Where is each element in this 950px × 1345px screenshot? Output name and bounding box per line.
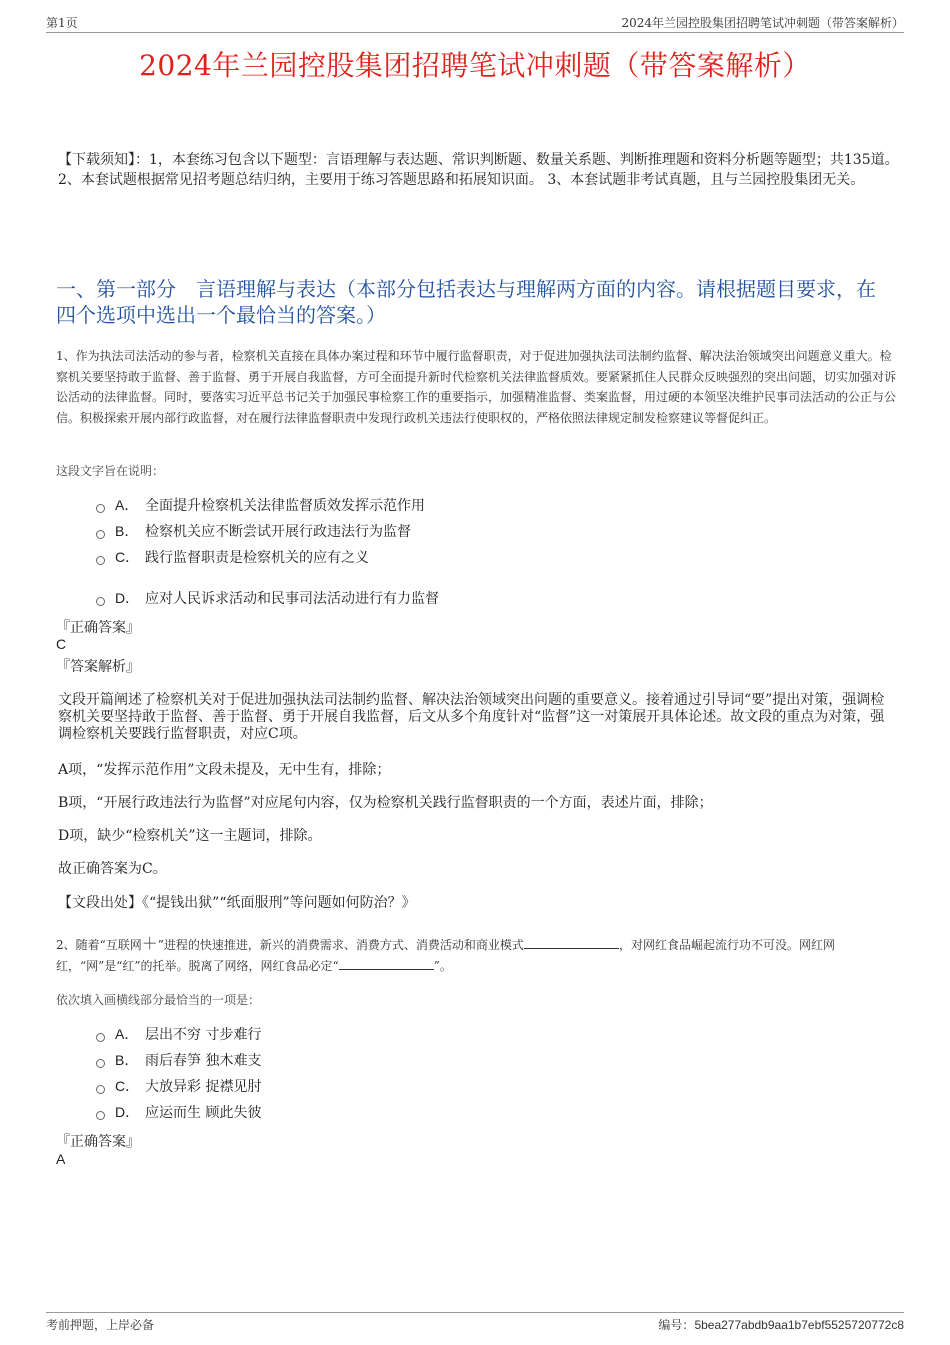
q2-answer: A [56,1151,66,1167]
radio-icon[interactable] [96,597,105,606]
option-text: 践行监督职责是检察机关的应有之义 [145,550,369,566]
page-title: 2024年兰园控股集团招聘笔试冲刺题（带答案解析） [139,49,811,82]
radio-icon[interactable] [96,1085,105,1094]
q2-option-c[interactable] [96,1075,261,1097]
option-text: 应对人民诉求活动和民事司法活动进行有力监督 [145,591,439,607]
option-text: 检察机关应不断尝试开展行政违法行为监督 [145,524,411,540]
option-letter: B． [115,523,139,539]
option-letter: C． [115,549,140,565]
q1-analysis-d: D项，缺少“检察机关”这一主题词，排除。 [58,828,322,844]
footer-code-value: 5bea277abdb9aa1b7ebf5525720772c8 [694,1318,904,1332]
q1-analysis-paragraph: 文段开篇阐述了检察机关对于促进加强执法司法制约监督、解决法治领域突出问题的重要意义。接着通过引导词“要”提出对策，强调检察机关要坚持敢于监督、善于监督、勇于开展自我监督，后文从多个角度针对“监督”这一对策展开具体论述。故文段的重点为对策，强调检察机关要践行监督职责，对应C项。 [58,692,885,742]
option-letter: D． [115,590,140,606]
download-notice: 【下载须知】：1，本套练习包含以下题型：言语理解与表达题、常识判断题、数量关系题、判断推理题和资料分析题等题型；共135道。 2、本套试题根据常见招考题总结归纳，主要用于练习答题思路和拓展知识面。 3、本套试题非考试真题，且与兰园控股集团无关。 [58,152,899,188]
q1-analysis-b: B项，“开展行政违法行为监督”对应尾句内容，仅为检察机关践行监督职责的一个方面，表述片面，排除； [58,795,713,811]
q1-source: 【文段出处】《“提钱出狱”“纸面服刑”等问题如何防治？》 [58,895,416,911]
radio-icon[interactable] [96,504,105,513]
q1-option-c[interactable] [96,546,369,568]
option-text: 雨后春笋 独木难支 [145,1053,262,1069]
page-footer [46,1312,904,1335]
option-letter: B． [115,1052,139,1068]
q1-analysis-label: 『答案解析』 [56,659,140,675]
q2-text-part3: ，对网红食品崛起流行功不可没。网红网红，“网”是“红”的托举。脱离了网络，网红食品必定“ [56,938,835,973]
footer-code-label: 编号： [658,1318,695,1332]
radio-icon[interactable] [96,556,105,565]
question-2-text [56,934,898,976]
option-letter: A． [115,1026,139,1042]
q1-answer-label: 『正确答案』 [56,620,140,636]
option-text: 大放异彩 捉襟见肘 [145,1079,262,1095]
q2-option-d[interactable] [96,1101,261,1123]
q2-option-b[interactable] [96,1049,261,1071]
option-text: 应运而生 顾此失彼 [145,1105,262,1121]
option-letter: C． [115,1078,140,1094]
q1-option-d[interactable] [96,587,439,609]
fill-blank-1 [524,936,619,949]
plus-sign: ＋ [141,934,158,953]
section-heading: 一、第一部分 言语理解与表达（本部分包括表达与理解两方面的内容。请根据题目要求，在四个选项中选出一个最恰当的答案。） [56,277,876,327]
page-number: 第1页 [46,16,78,30]
footer-code [658,1316,904,1333]
question-1-prompt: 这段文字旨在说明： [56,464,165,478]
q1-answer: C [56,636,67,652]
radio-icon[interactable] [96,1033,105,1042]
option-text: 层出不穷 寸步难行 [145,1027,262,1043]
footer-slogan: 考前押题，上岸必备 [46,1318,155,1332]
radio-icon[interactable] [96,530,105,539]
q2-option-a[interactable] [96,1023,261,1045]
option-letter: D． [115,1104,140,1120]
q2-answer-label: 『正确答案』 [56,1134,140,1150]
option-text: 全面提升检察机关法律监督质效发挥示范作用 [145,498,425,514]
option-letter: A． [115,497,139,513]
question-1-text: 1、作为执法司法活动的参与者，检察机关直接在具体办案过程和环节中履行监督职责，对于促进加强执法司法制约监督、解决法治领域突出问题意义重大。检察机关要坚持敢于监督、善于监督、勇于开展自我监督，方可全面提升新时代检察机关法律监督质效。要紧紧抓住人民群众反映强烈的突出问题，切实加强对诉讼活动的法律监督。同时，要落实习近平总书记关于加强民事检察工作的重要指示，加强精准监督、类案监督，用过硬的本领坚决维护民事司法活动的公正与公信。积极探索开展内部行政监督，对在履行法律监督职责中发现行政机关违法行使职权的，严格依照法律规定制发检察建议等督促纠正。 [56,349,897,425]
q2-text-part1: 2、随着“互联网 [56,938,142,952]
header-doc-title: 2024年兰园控股集团招聘笔试冲刺题（带答案解析） [621,16,904,30]
question-2-prompt: 依次填入画横线部分最恰当的一项是： [56,993,261,1007]
radio-icon[interactable] [96,1111,105,1120]
page-header [46,14,904,33]
q1-analysis-conclusion: 故正确答案为C。 [58,861,167,877]
q2-text-part2: ”进程的快速推进，新兴的消费需求、消费方式、消费活动和商业模式 [157,938,524,952]
q1-option-a[interactable] [96,494,425,516]
radio-icon[interactable] [96,1059,105,1068]
q1-option-b[interactable] [96,520,411,542]
fill-blank-2 [339,957,434,970]
q2-text-part4: ”。 [433,958,452,973]
q1-analysis-a: A项，“发挥示范作用”文段未提及，无中生有，排除； [58,762,391,778]
